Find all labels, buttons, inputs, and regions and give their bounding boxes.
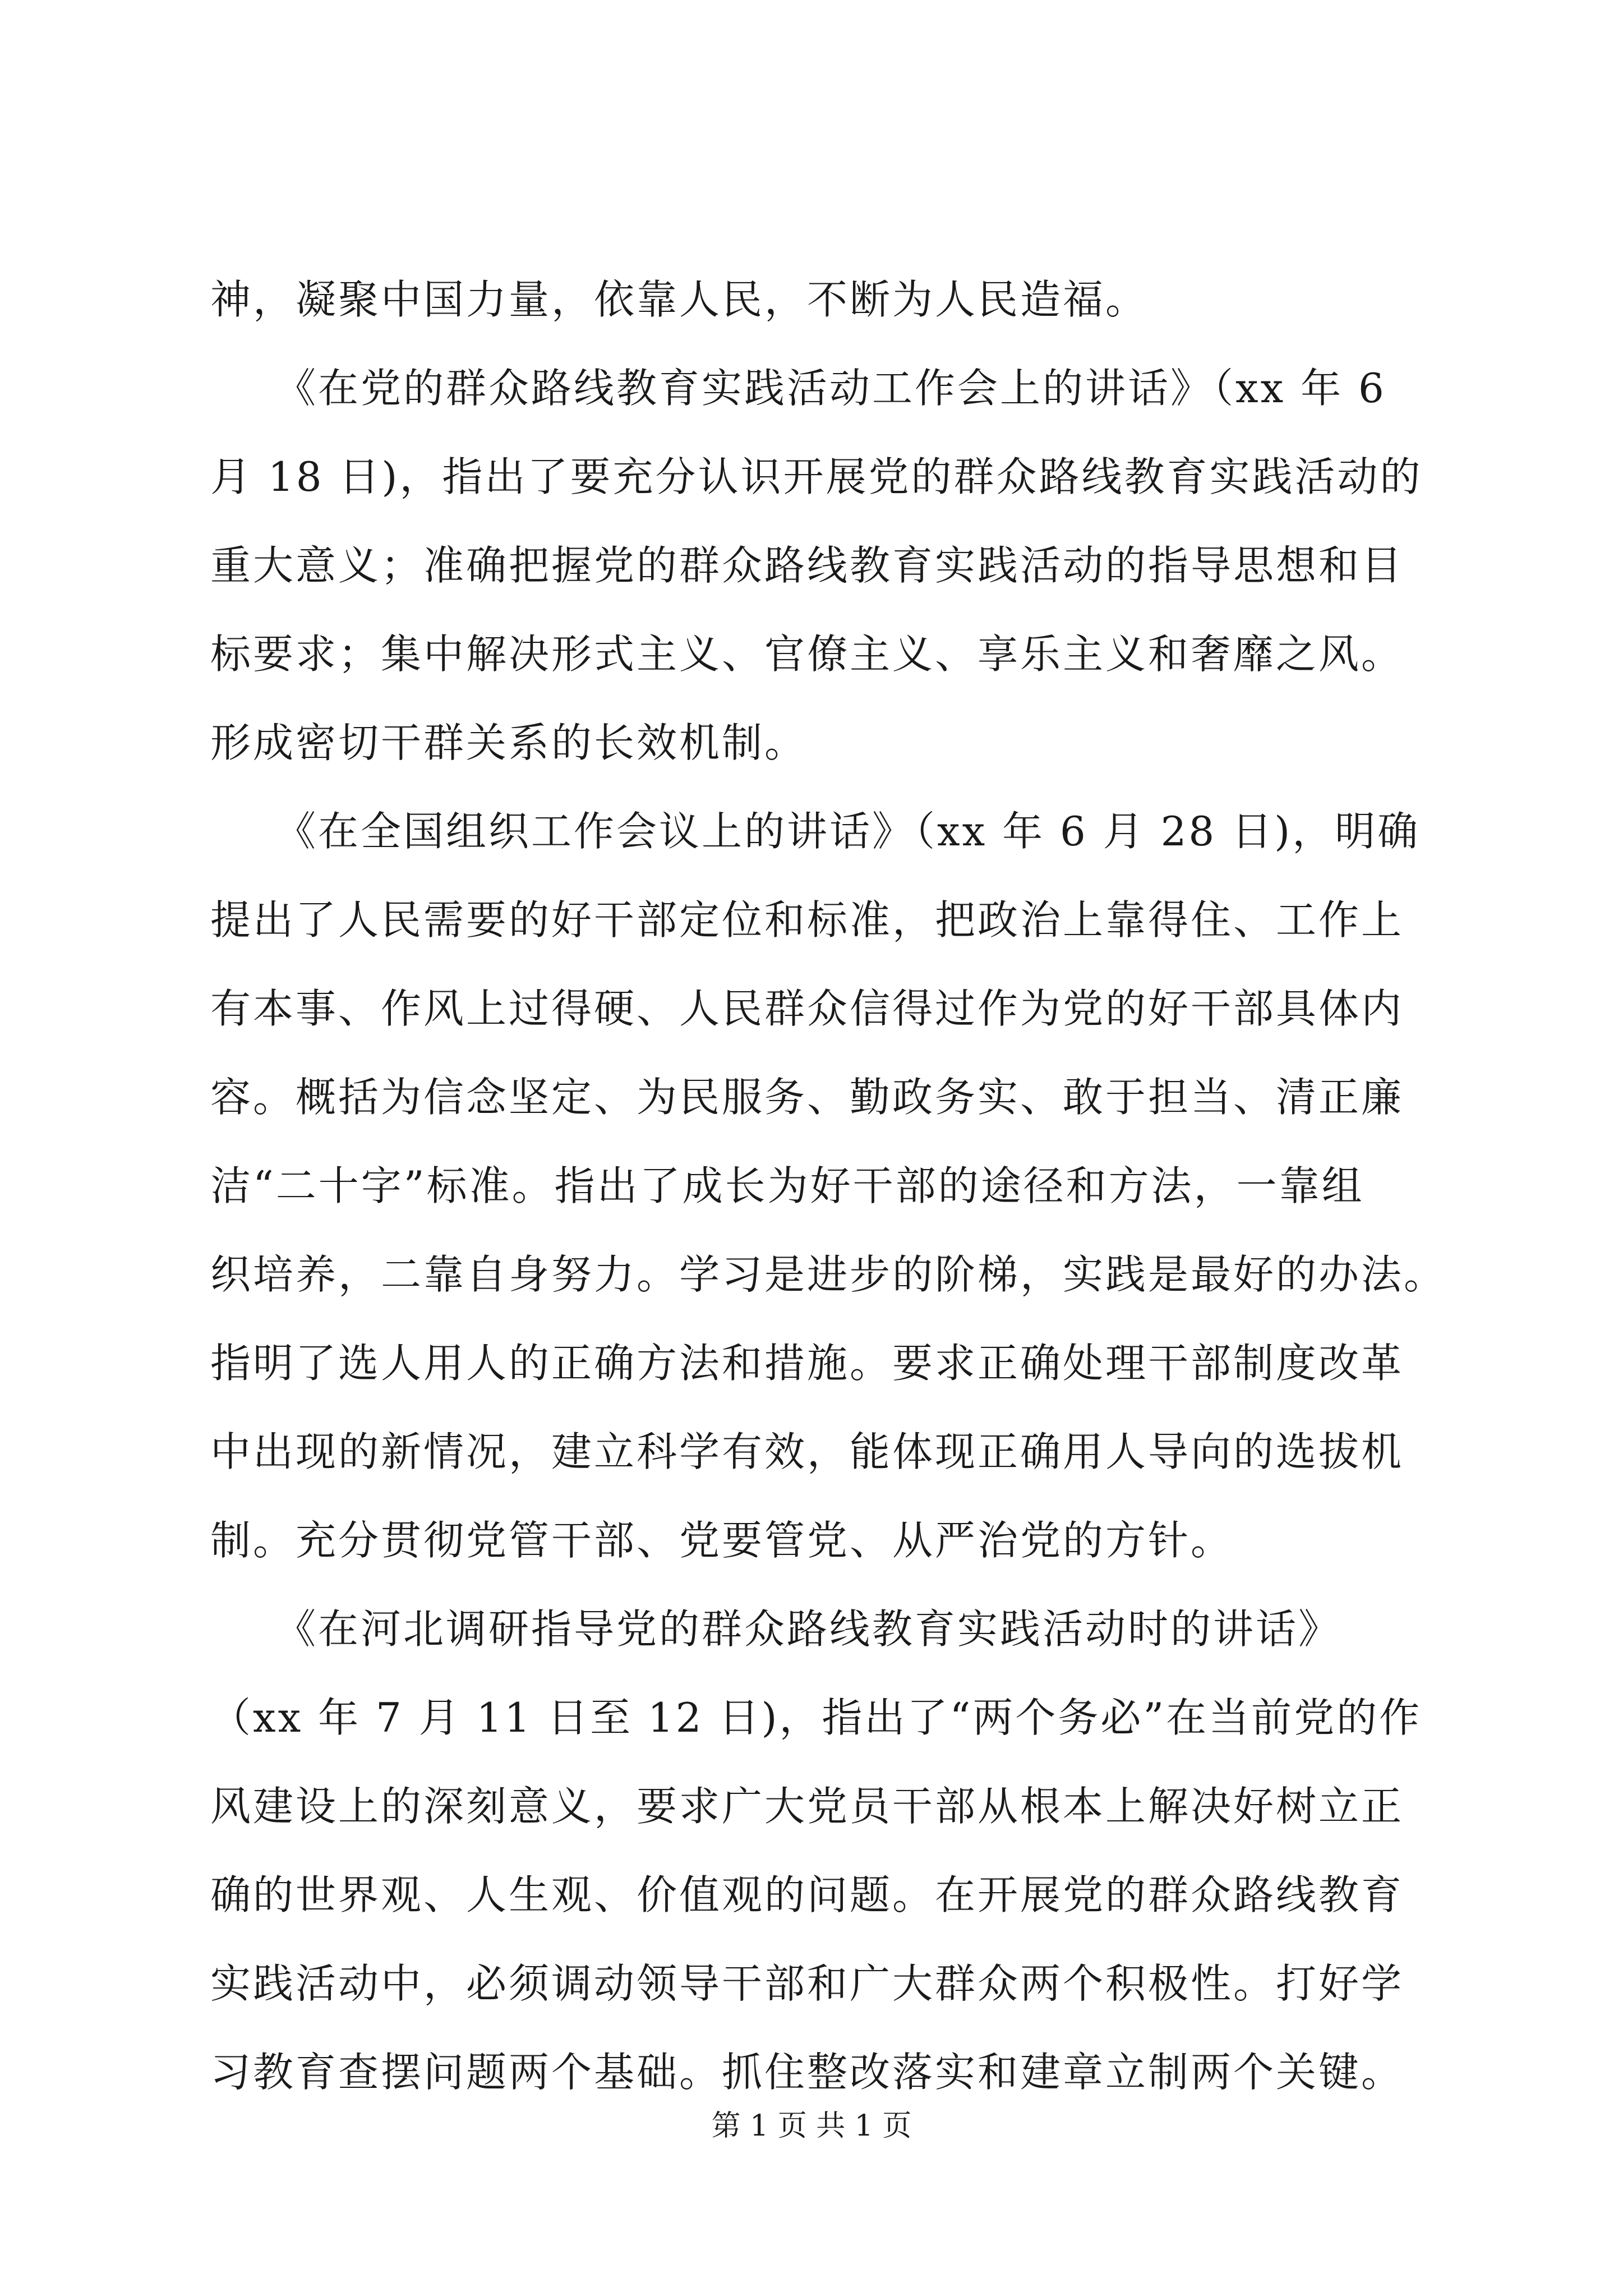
text-line: 形成密切干群关系的长效机制。 — [210, 719, 808, 766]
text-line: 风建设上的深刻意义，要求广大党员干部从根本上解决好树立正 — [210, 1783, 1404, 1830]
page-footer — [0, 2104, 1623, 2148]
text-line: 习教育查摆问题两个基础。抓住整改落实和建章立制两个关键。 — [210, 2049, 1404, 2096]
text-line: （xx 年 7 月 11 日至 12 日)，指出了“两个务必”在当前党的作 — [210, 1694, 1422, 1741]
text-line: 《在河北调研指导党的群众路线教育实践活动时的讲话》 — [210, 1605, 1341, 1653]
text-line: 《在党的群众路线教育实践活动工作会上的讲话》（xx 年 6 — [210, 365, 1386, 412]
page-number-label: 第 1 页 共 1 页 — [711, 2109, 912, 2143]
text-line: 重大意义；准确把握党的群众路线教育实践活动的指导思想和目 — [210, 542, 1404, 589]
text-line: 实践活动中，必须调动领导干部和广大群众两个积极性。打好学 — [210, 1960, 1404, 2007]
text-line: 指明了选人用人的正确方法和措施。要求正确处理干部制度改革 — [210, 1340, 1404, 1387]
text-line: 有本事、作风上过得硬、人民群众信得过作为党的好干部具体内 — [210, 985, 1404, 1032]
text-line: 织培养，二靠自身努力。学习是进步的阶梯，实践是最好的办法。 — [210, 1251, 1447, 1298]
text-line: 中出现的新情况，建立科学有效，能体现正确用人导向的选拔机 — [210, 1428, 1404, 1475]
text-line: 制。充分贯彻党管干部、党要管党、从严治党的方针。 — [210, 1517, 1234, 1564]
text-line: 神，凝聚中国力量，依靠人民，不断为人民造福。 — [210, 276, 1149, 323]
text-line: 容。概括为信念坚定、为民服务、勤政务实、敢于担当、清正廉 — [210, 1074, 1404, 1121]
text-line: 洁“二十字”标准。指出了成长为好干部的途径和方法，一靠组 — [210, 1162, 1364, 1209]
text-line: 标要求；集中解决形式主义、官僚主义、享乐主义和奢靡之风。 — [210, 631, 1404, 678]
document-body — [210, 255, 1447, 2116]
text-line: 月 18 日)，指出了要充分认识开展党的群众路线教育实践活动的 — [210, 453, 1423, 500]
text-line: 《在全国组织工作会议上的讲话》（xx 年 6 月 28 日)，明确 — [210, 808, 1421, 855]
text-line: 确的世界观、人生观、价值观的问题。在开展党的群众路线教育 — [210, 1871, 1404, 1918]
text-line: 提出了人民需要的好干部定位和标准，把政治上靠得住、工作上 — [210, 896, 1404, 944]
